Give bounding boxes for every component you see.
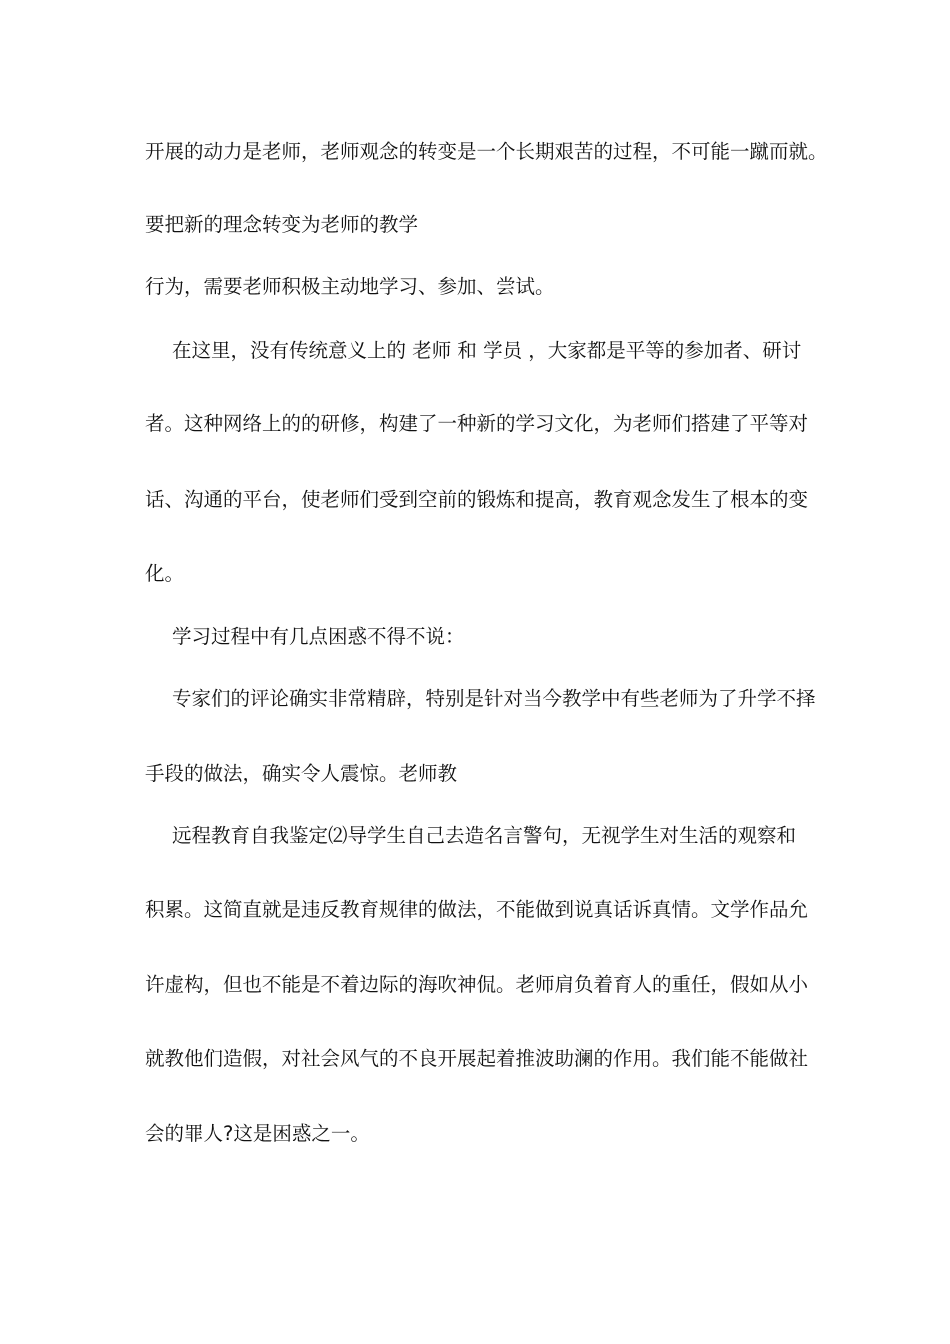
paragraph-4-line-4: 就教他们造假，对社会风气的不良开展起着推波助澜的作用。我们能不能做社 [145, 1047, 809, 1070]
paragraph-1-line-2: 者。这种网络上的的研修，构建了一种新的学习文化，为老师们搭建了平等对 [145, 412, 809, 435]
text-line-3: 行为，需要老师积极主动地学习、参加、尝试。 [145, 275, 555, 298]
paragraph-1-line-1: 在这里，没有传统意义上的 老师 和 学员 ，大家都是平等的参加者、研讨 [172, 339, 802, 362]
paragraph-4-line-1: 远程教育自我鉴定⑵导学生自己去造名言警句，无视学生对生活的观察和 [172, 824, 797, 847]
paragraph-1-line-4: 化。 [145, 562, 185, 585]
paragraph-4-line-5: 会的罪人?这是困惑之一。 [145, 1122, 370, 1145]
text-line-1: 开展的动力是老师，老师观念的转变是一个长期艰苦的过程，不可能一蹴而就。 [145, 140, 828, 163]
paragraph-3-line-2: 手段的做法，确实令人震惊。老师教 [145, 762, 458, 785]
paragraph-3-line-1: 专家们的评论确实非常精辟，特别是针对当今教学中有些老师为了升学不择 [172, 687, 816, 710]
paragraph-4-line-3: 许虚构，但也不能是不着边际的海吹神侃。老师肩负着育人的重任，假如从小 [145, 973, 809, 996]
paragraph-4-line-2: 积累。这简直就是违反教育规律的做法，不能做到说真话诉真情。文学作品允 [145, 898, 809, 921]
paragraph-2-line-1: 学习过程中有几点困惑不得不说： [172, 625, 465, 648]
text-line-2: 要把新的理念转变为老师的教学 [145, 213, 419, 236]
paragraph-1-line-3: 话、沟通的平台，使老师们受到空前的锻炼和提高，教育观念发生了根本的变 [145, 488, 809, 511]
